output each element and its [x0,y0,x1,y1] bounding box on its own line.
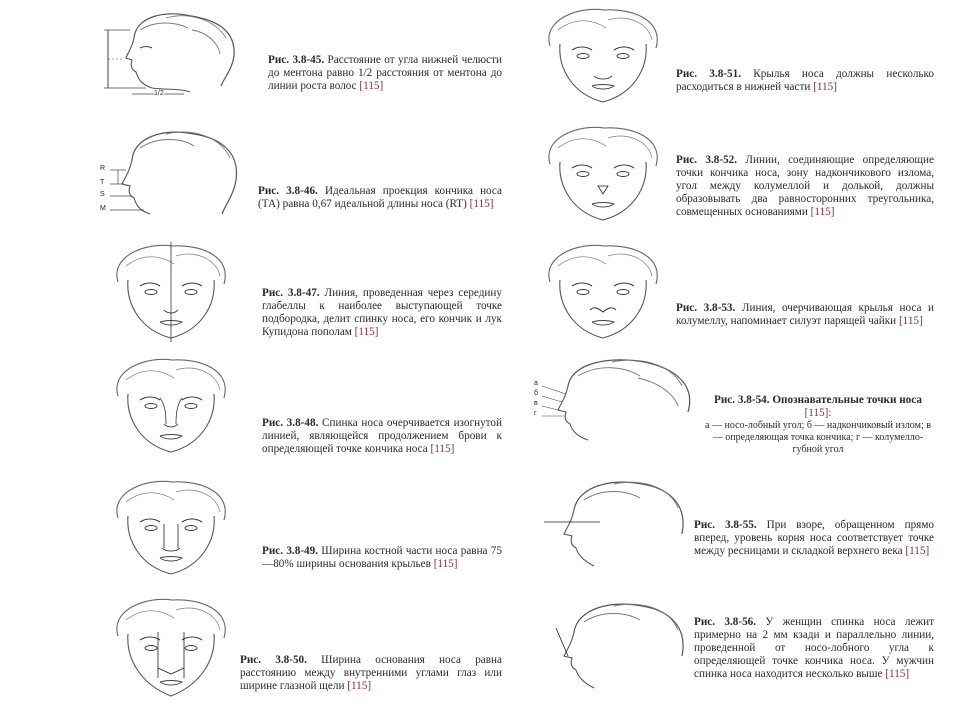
marker-a: а [534,380,538,387]
caption-text: Крылья носа должны несколько расходиться в нижней части [676,68,934,93]
figure-3-8-48-image [96,356,246,456]
reference: [115] [898,315,923,327]
figure-3-8-45-image [96,8,256,98]
caption-text: Ширина костной части носа равна 75—80% ширины основания крыльев [262,545,502,570]
figure-3-8-47-image [96,242,246,342]
reference: [115] [433,558,458,570]
figure-3-8-52-caption [676,154,934,219]
figure-3-8-46-caption [258,185,502,211]
figure-number: Рис. 3.8-50. [240,654,307,666]
figure-number: Рис. 3.8-53. [676,302,736,314]
figure-3-8-55-caption [694,519,934,558]
figure-3-8-53-caption [676,302,934,328]
caption-detail: а — носо-лобный угол; б — надкончиковый излом; в — определяющая точка кончика; г — колумелло-губной угол [705,420,931,455]
figure-3-8-47-caption [262,287,502,339]
caption-text: Линия, очерчивающая крылья носа и колумеллу, напоминает силуэт парящей чайки [676,302,934,327]
figure-number: Рис. 3.8-48. [262,417,319,429]
figure-3-8-55-image [540,476,690,576]
reference: [115] [885,668,910,680]
figure-number: Рис. 3.8-52. [676,154,738,166]
figure-3-8-51-caption [676,68,934,94]
caption-text: Линии, соединяющие определяющие точки кончика носа, зону надкончикового излома, угол между колумеллой и долькой, должны образовывать два равносторонних треугольника, совмещенных основаниями [676,154,934,218]
reference: [115] [347,680,372,692]
figure-number: Рис. 3.8-45. [268,54,325,66]
reference: [115] [430,443,455,455]
figure-3-8-48-caption [262,417,502,456]
figure-number: Рис. 3.8-55. [694,519,757,531]
figure-3-8-45-caption [268,54,502,93]
figure-3-8-50-image [96,596,246,706]
figure-3-8-52-image [528,124,678,224]
caption-text: Линия, проведенная через середину глабеллы к наиболее выступающей точке подбородка, делит спинку носа, его кончик и лук Купидона пополам [262,287,502,338]
figure-number: Рис. 3.8-49. [262,545,319,557]
caption-text: Ширина основания носа равна расстоянию между внутренними углами глаз или ширине глазной щели [240,654,502,692]
half-marker-label: 1/2 [154,90,164,97]
figure-3-8-56-image [540,598,690,698]
figure-number: Рис. 3.8-54. [714,394,770,406]
caption-text: Опознавательные точки носа [772,394,922,406]
caption-text: Идеальная проекция кончика носа (ТА) равна 0,67 идеальной длины носа (RT) [258,185,502,210]
figure-3-8-53-image [528,242,678,342]
figure-3-8-51-image [528,6,678,106]
caption-text: При взоре, обращенном прямо вперед, уровень корня носа соответствует точке между ресницами и складкой верхнего века [694,519,934,557]
figure-3-8-49-caption [262,545,502,571]
figure-3-8-46-image [96,124,256,224]
figure-number: Рис. 3.8-56. [694,616,757,628]
marker-v: в [534,400,538,407]
caption-text: Расстояние от угла нижней челюсти до ментона равно 1/2 расстояния от ментона до линии роста волос [268,54,502,92]
figure-3-8-54-image [528,356,698,446]
figure-number: Рис. 3.8-47. [262,287,320,299]
figure-3-8-49-image [96,478,246,578]
marker-b: б [534,390,539,397]
reference: [115] [810,206,835,218]
reference: [115] [359,80,384,92]
marker-r: R [100,165,106,172]
marker-s: S [100,191,105,198]
figure-3-8-50-caption [240,654,502,693]
reference: [115] [354,326,379,338]
figure-3-8-54-caption [702,394,934,456]
reference: [115] [905,545,930,557]
figure-number: Рис. 3.8-51. [676,68,741,80]
reference: [115]: [804,407,832,419]
reference: [115] [813,81,837,93]
reference: [115] [469,198,494,210]
marker-t: T [100,179,105,186]
figure-3-8-56-caption [694,616,934,681]
marker-g: г [534,410,537,417]
caption-text: Спинка носа очерчивается изогнутой линией, являющейся продолжением брови к определяющей точке кончика носа [262,417,502,455]
figure-number: Рис. 3.8-46. [258,185,318,197]
caption-text: У женщин спинка носа лежит примерно на 2 мм кзади и параллельно линии, проведенной от носо-лобного угла к определяющей точке кончика носа. У мужчин спинка носа находится несколько выше [694,616,934,680]
marker-m: M [100,205,106,212]
